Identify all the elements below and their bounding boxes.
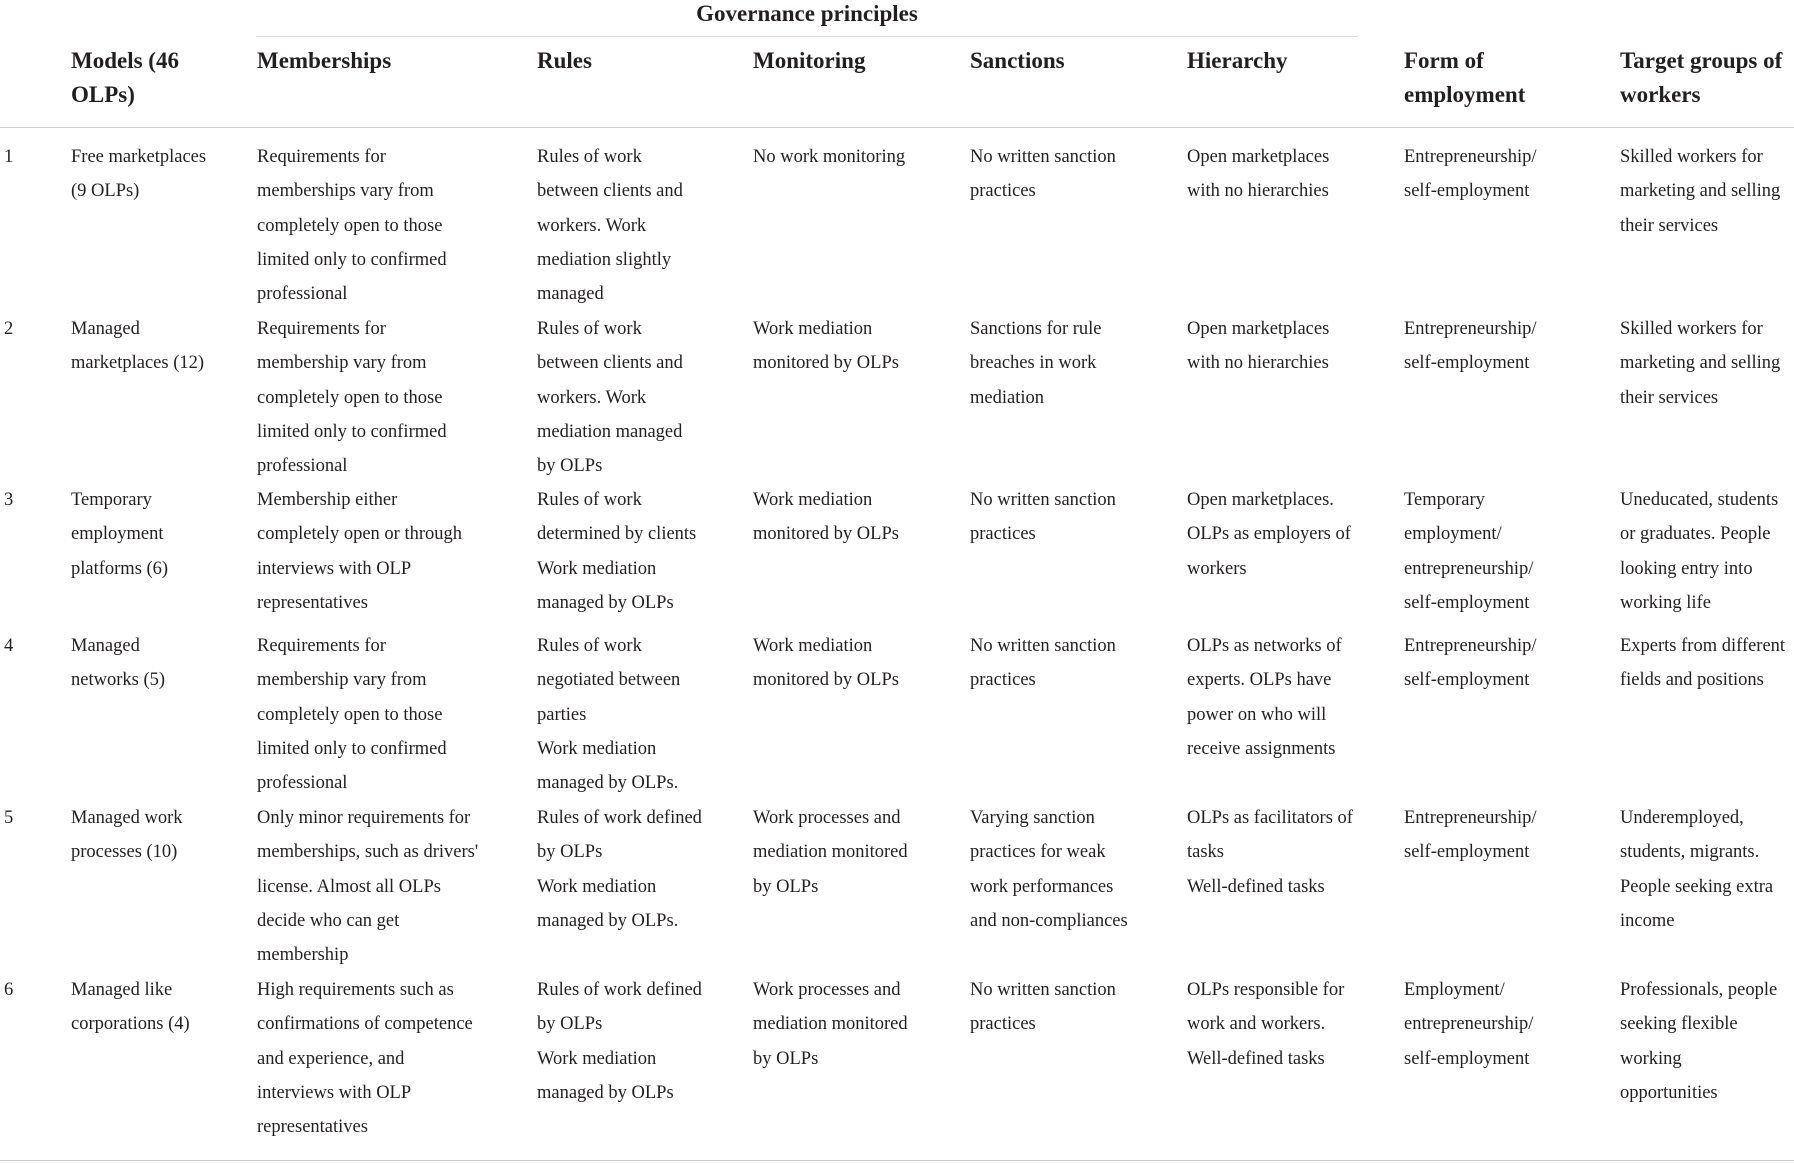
cell-monitoring: Work mediation monitored by OLPs	[753, 490, 899, 545]
cell-target-groups: Professionals, people seeking flexible working opportunities	[1620, 980, 1778, 1103]
cell-form-of-employment: Employment/ entrepreneurship/ self-employment	[1404, 980, 1534, 1069]
cell-monitoring: Work mediation monitored by OLPs	[753, 319, 899, 374]
cell-hierarchy: Open marketplaces with no hierarchies	[1187, 147, 1330, 202]
cell-form-of-employment: Entrepreneurship/ self-employment	[1404, 636, 1537, 691]
cell-model: Free marketplaces (9 OLPs)	[71, 147, 207, 202]
col-header-form-of-employment: Form of employment	[1404, 48, 1526, 107]
col-header-hierarchy: Hierarchy	[1187, 48, 1288, 73]
cell-target-groups: Skilled workers for marketing and selling their services	[1620, 319, 1781, 408]
row-number: 3	[4, 490, 14, 510]
cell-target-groups: Uneducated, students or graduates. People looking entry into working life	[1620, 490, 1779, 613]
row-number: 1	[4, 147, 14, 167]
col-header-rules: Rules	[537, 48, 592, 73]
cell-memberships: High requirements such as confirmations of competence and experience, and interviews with OLP representatives	[257, 980, 473, 1138]
cell-monitoring: No work monitoring	[753, 147, 906, 167]
cell-form-of-employment: Entrepreneurship/ self-employment	[1404, 147, 1537, 202]
row-number: 4	[4, 636, 14, 656]
footer-rule	[0, 1160, 1794, 1161]
row-number: 5	[4, 808, 14, 828]
cell-memberships: Requirements for membership vary from completely open to those limited only to confirmed professional	[257, 319, 447, 477]
cell-sanctions: No written sanction practices	[970, 980, 1116, 1035]
cell-model: Temporary employment platforms (6)	[71, 490, 169, 579]
cell-model: Managed networks (5)	[71, 636, 166, 691]
cell-memberships: Membership either completely open or through interviews with OLP representatives	[257, 490, 462, 613]
cell-sanctions: No written sanction practices	[970, 636, 1116, 691]
cell-rules: Rules of work defined by OLPs Work mediation managed by OLPs.	[537, 808, 702, 931]
row-number: 2	[4, 319, 14, 339]
cell-hierarchy: Open marketplaces with no hierarchies	[1187, 319, 1330, 374]
cell-rules: Rules of work defined by OLPs Work mediation managed by OLPs	[537, 980, 702, 1103]
cell-sanctions: No written sanction practices	[970, 147, 1116, 202]
governance-group-header	[256, 0, 1358, 37]
cell-sanctions: Varying sanction practices for weak work performances and non-compliances	[970, 808, 1128, 931]
cell-sanctions: Sanctions for rule breaches in work mediation	[970, 319, 1102, 408]
cell-monitoring: Work processes and mediation monitored by OLPs	[753, 808, 908, 897]
row-number: 6	[4, 980, 14, 1000]
col-header-sanctions: Sanctions	[970, 48, 1065, 73]
cell-memberships: Only minor requirements for memberships, such as drivers' license. Almost all OLPs decide who can get membership	[257, 808, 479, 966]
cell-form-of-employment: Temporary employment/ entrepreneurship/ self-employment	[1404, 490, 1534, 613]
cell-rules: Rules of work negotiated between parties Work mediation managed by OLPs.	[537, 636, 681, 794]
cell-hierarchy: OLPs as networks of experts. OLPs have power on who will receive assignments	[1187, 636, 1342, 759]
cell-target-groups: Experts from different fields and positions	[1620, 636, 1786, 691]
cell-hierarchy: OLPs responsible for work and workers. Well-defined tasks	[1187, 980, 1345, 1069]
cell-rules: Rules of work between clients and workers. Work mediation managed by OLPs	[537, 319, 683, 477]
col-header-target-groups: Target groups of workers	[1620, 48, 1783, 107]
cell-target-groups: Underemployed, students, migrants. People seeking extra income	[1620, 808, 1774, 931]
cell-model: Managed marketplaces (12)	[71, 319, 205, 374]
cell-form-of-employment: Entrepreneurship/ self-employment	[1404, 319, 1537, 374]
col-header-memberships: Memberships	[257, 48, 392, 73]
cell-rules: Rules of work between clients and workers. Work mediation slightly managed	[537, 147, 683, 305]
cell-target-groups: Skilled workers for marketing and selling their services	[1620, 147, 1781, 236]
cell-model: Managed like corporations (4)	[71, 980, 190, 1035]
col-header-models: Models (46 OLPs)	[71, 48, 179, 107]
cell-sanctions: No written sanction practices	[970, 490, 1116, 545]
cell-monitoring: Work mediation monitored by OLPs	[753, 636, 899, 691]
cell-form-of-employment: Entrepreneurship/ self-employment	[1404, 808, 1537, 863]
cell-memberships: Requirements for memberships vary from completely open to those limited only to confirmed professional	[257, 147, 447, 305]
cell-hierarchy: OLPs as facilitators of tasks Well-defined tasks	[1187, 808, 1353, 897]
cell-rules: Rules of work determined by clients Work mediation managed by OLPs	[537, 490, 697, 613]
col-header-monitoring: Monitoring	[753, 48, 866, 73]
cell-memberships: Requirements for membership vary from completely open to those limited only to confirmed professional	[257, 636, 447, 794]
header-rule	[0, 127, 1794, 128]
cell-model: Managed work processes (10)	[71, 808, 183, 863]
cell-hierarchy: Open marketplaces. OLPs as employers of workers	[1187, 490, 1351, 579]
cell-monitoring: Work processes and mediation monitored by OLPs	[753, 980, 908, 1069]
group-header-text: Governance principles	[696, 1, 918, 26]
